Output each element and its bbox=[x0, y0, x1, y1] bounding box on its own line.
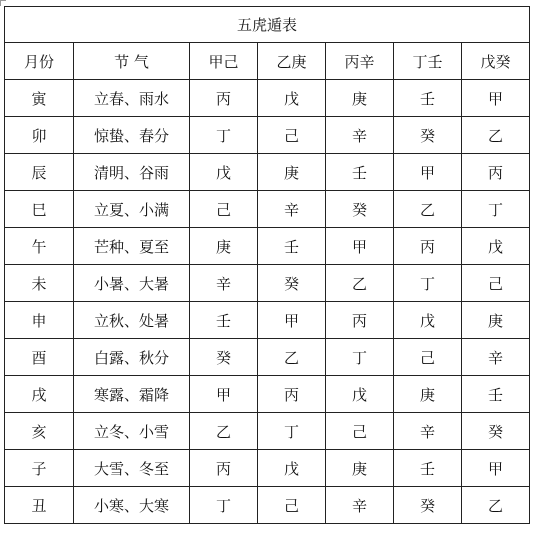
ding-ren-cell: 癸 bbox=[394, 487, 462, 524]
jia-ji-cell: 辛 bbox=[190, 265, 258, 302]
header-month: 月份 bbox=[5, 43, 74, 80]
yi-geng-cell: 壬 bbox=[258, 228, 326, 265]
month-cell: 未 bbox=[5, 265, 74, 302]
bing-xin-cell: 庚 bbox=[326, 80, 394, 117]
yi-geng-cell: 甲 bbox=[258, 302, 326, 339]
jia-ji-cell: 壬 bbox=[190, 302, 258, 339]
month-cell: 巳 bbox=[5, 191, 74, 228]
jia-ji-cell: 庚 bbox=[190, 228, 258, 265]
solar-terms-cell: 立冬、小雪 bbox=[74, 413, 190, 450]
five-tigers-table bbox=[4, 6, 530, 524]
jia-ji-cell: 己 bbox=[190, 191, 258, 228]
month-cell: 戌 bbox=[5, 376, 74, 413]
bing-xin-cell: 壬 bbox=[326, 154, 394, 191]
header-yi-geng: 乙庚 bbox=[258, 43, 326, 80]
jia-ji-cell: 乙 bbox=[190, 413, 258, 450]
table-row bbox=[5, 191, 530, 228]
ding-ren-cell: 壬 bbox=[394, 450, 462, 487]
yi-geng-cell: 戊 bbox=[258, 450, 326, 487]
jia-ji-cell: 癸 bbox=[190, 339, 258, 376]
wu-gui-cell: 乙 bbox=[462, 487, 530, 524]
jia-ji-cell: 丁 bbox=[190, 117, 258, 154]
yi-geng-cell: 己 bbox=[258, 487, 326, 524]
table-title: 五虎遁表 bbox=[5, 7, 530, 43]
solar-terms-cell: 惊蛰、春分 bbox=[74, 117, 190, 154]
solar-terms-cell: 小暑、大暑 bbox=[74, 265, 190, 302]
yi-geng-cell: 癸 bbox=[258, 265, 326, 302]
table-row bbox=[5, 228, 530, 265]
table-row bbox=[5, 117, 530, 154]
yi-geng-cell: 丙 bbox=[258, 376, 326, 413]
ding-ren-cell: 丁 bbox=[394, 265, 462, 302]
month-cell: 丑 bbox=[5, 487, 74, 524]
table-row bbox=[5, 80, 530, 117]
bing-xin-cell: 乙 bbox=[326, 265, 394, 302]
month-cell: 酉 bbox=[5, 339, 74, 376]
ding-ren-cell: 壬 bbox=[394, 80, 462, 117]
month-cell: 亥 bbox=[5, 413, 74, 450]
jia-ji-cell: 甲 bbox=[190, 376, 258, 413]
bing-xin-cell: 戊 bbox=[326, 376, 394, 413]
header-solar-terms: 节 气 bbox=[74, 43, 190, 80]
ding-ren-cell: 丙 bbox=[394, 228, 462, 265]
solar-terms-cell: 清明、谷雨 bbox=[74, 154, 190, 191]
wu-gui-cell: 丙 bbox=[462, 154, 530, 191]
yi-geng-cell: 庚 bbox=[258, 154, 326, 191]
month-cell: 子 bbox=[5, 450, 74, 487]
wu-gui-cell: 乙 bbox=[462, 117, 530, 154]
month-cell: 辰 bbox=[5, 154, 74, 191]
ding-ren-cell: 癸 bbox=[394, 117, 462, 154]
bing-xin-cell: 己 bbox=[326, 413, 394, 450]
yi-geng-cell: 戊 bbox=[258, 80, 326, 117]
table-row bbox=[5, 339, 530, 376]
wu-gui-cell: 戊 bbox=[462, 228, 530, 265]
table-row bbox=[5, 450, 530, 487]
solar-terms-cell: 白露、秋分 bbox=[74, 339, 190, 376]
table-row bbox=[5, 376, 530, 413]
table-row bbox=[5, 154, 530, 191]
header-ding-ren: 丁壬 bbox=[394, 43, 462, 80]
table-row bbox=[5, 413, 530, 450]
header-bing-xin: 丙辛 bbox=[326, 43, 394, 80]
yi-geng-cell: 乙 bbox=[258, 339, 326, 376]
ding-ren-cell: 庚 bbox=[394, 376, 462, 413]
header-wu-gui: 戊癸 bbox=[462, 43, 530, 80]
wu-gui-cell: 庚 bbox=[462, 302, 530, 339]
bing-xin-cell: 丙 bbox=[326, 302, 394, 339]
solar-terms-cell: 立夏、小满 bbox=[74, 191, 190, 228]
month-cell: 申 bbox=[5, 302, 74, 339]
bing-xin-cell: 庚 bbox=[326, 450, 394, 487]
ding-ren-cell: 辛 bbox=[394, 413, 462, 450]
yi-geng-cell: 辛 bbox=[258, 191, 326, 228]
table-row bbox=[5, 265, 530, 302]
jia-ji-cell: 戊 bbox=[190, 154, 258, 191]
table-row bbox=[5, 302, 530, 339]
wu-gui-cell: 壬 bbox=[462, 376, 530, 413]
wu-gui-cell: 己 bbox=[462, 265, 530, 302]
title-row bbox=[5, 7, 530, 43]
jia-ji-cell: 丙 bbox=[190, 450, 258, 487]
solar-terms-cell: 寒露、霜降 bbox=[74, 376, 190, 413]
wu-gui-cell: 甲 bbox=[462, 450, 530, 487]
month-cell: 寅 bbox=[5, 80, 74, 117]
bing-xin-cell: 癸 bbox=[326, 191, 394, 228]
ding-ren-cell: 己 bbox=[394, 339, 462, 376]
yi-geng-cell: 丁 bbox=[258, 413, 326, 450]
month-cell: 午 bbox=[5, 228, 74, 265]
bing-xin-cell: 辛 bbox=[326, 487, 394, 524]
bing-xin-cell: 辛 bbox=[326, 117, 394, 154]
jia-ji-cell: 丁 bbox=[190, 487, 258, 524]
table-body bbox=[5, 80, 530, 524]
solar-terms-cell: 芒种、夏至 bbox=[74, 228, 190, 265]
solar-terms-cell: 立秋、处暑 bbox=[74, 302, 190, 339]
header-jia-ji: 甲己 bbox=[190, 43, 258, 80]
wu-gui-cell: 辛 bbox=[462, 339, 530, 376]
bing-xin-cell: 丁 bbox=[326, 339, 394, 376]
wu-gui-cell: 甲 bbox=[462, 80, 530, 117]
solar-terms-cell: 立春、雨水 bbox=[74, 80, 190, 117]
ding-ren-cell: 甲 bbox=[394, 154, 462, 191]
wu-gui-cell: 癸 bbox=[462, 413, 530, 450]
bing-xin-cell: 甲 bbox=[326, 228, 394, 265]
solar-terms-cell: 大雪、冬至 bbox=[74, 450, 190, 487]
month-cell: 卯 bbox=[5, 117, 74, 154]
jia-ji-cell: 丙 bbox=[190, 80, 258, 117]
wu-gui-cell: 丁 bbox=[462, 191, 530, 228]
yi-geng-cell: 己 bbox=[258, 117, 326, 154]
solar-terms-cell: 小寒、大寒 bbox=[74, 487, 190, 524]
table-row bbox=[5, 487, 530, 524]
header-row bbox=[5, 43, 530, 80]
ding-ren-cell: 戊 bbox=[394, 302, 462, 339]
ding-ren-cell: 乙 bbox=[394, 191, 462, 228]
